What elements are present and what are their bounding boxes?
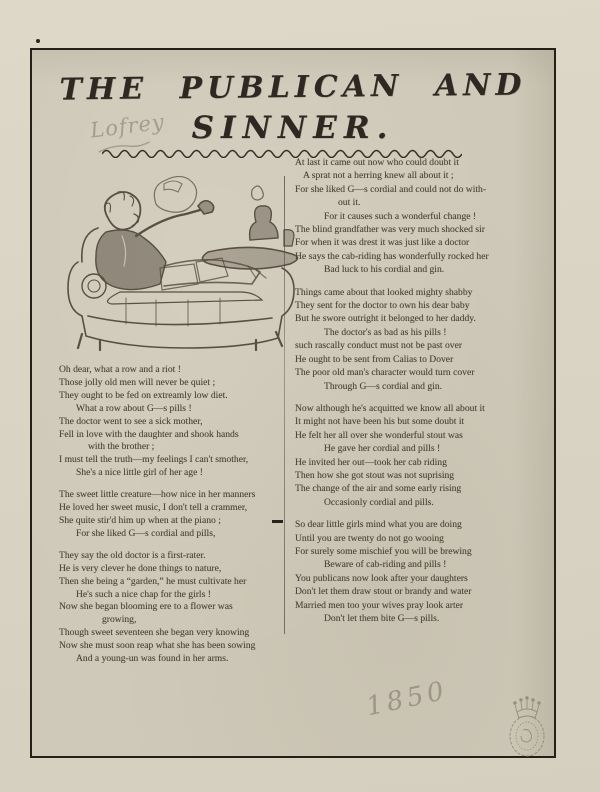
- poem-line: He ought to be sent from Calias to Dover: [295, 353, 454, 365]
- poem-line: The change of the air and some early rising: [295, 483, 462, 495]
- poem-line: Then how she got stout was not suprising: [295, 469, 455, 481]
- poem-line: You publicans now look after your daughters: [295, 572, 468, 584]
- poem-line: Bad luck to his cordial and gin.: [324, 264, 445, 276]
- poem-line: He felt her all over she wonderful stout was: [295, 429, 463, 441]
- poem-line: Through G—s cordial and gin.: [324, 380, 443, 392]
- poem-line: She's a nice little girl of her age !: [76, 467, 203, 479]
- poem-line: He is very clever he done things to nature,: [59, 562, 222, 574]
- poem-line: For she liked G—s cordial and pills,: [76, 527, 216, 539]
- poem-line: out it.: [338, 197, 361, 209]
- broadside-sheet: [30, 48, 556, 758]
- poem-line: He loved her sweet music, I don't tell a crammer,: [59, 502, 248, 514]
- poem-line: Fell in love with the daughter and shook hands: [59, 428, 239, 440]
- poem-line: with the brother ;: [88, 441, 155, 453]
- poem-line: Though sweet seventeen she began very knowing: [59, 627, 250, 639]
- poem-line: Don't let them draw stout or brandy and water: [295, 586, 472, 598]
- poem-line: I must tell the truth—my feelings I can't smother,: [59, 454, 249, 466]
- poem-line: The sweet little creature—how nice in her manners: [59, 489, 256, 501]
- poem-line: Now she began blooming ere to a flower was: [59, 601, 233, 613]
- poem-line: He invited her out—took her cab riding: [295, 456, 447, 468]
- poem-line: He's such a nice chap for the girls !: [76, 588, 211, 600]
- poem-line: Don't let them bite G—s pills.: [324, 613, 440, 624]
- poem-line: Beware of cab-riding and pills !: [324, 559, 447, 571]
- poem-line: Now she must soon reap what she has been sowing: [59, 640, 256, 652]
- left-poem-column: [59, 364, 293, 666]
- poem-line: Then she being a “garden,” he must cultivate her: [59, 575, 247, 587]
- poem-line: The doctor went to see a sick mother,: [59, 415, 203, 427]
- poem-line: Until you are twenty do not go wooing: [295, 532, 444, 544]
- poem-line: Those jolly old men will never be quiet ;: [59, 376, 216, 388]
- handwritten-year: 1850: [363, 675, 451, 723]
- poem-line: He says the cab-riding has wonderfully rocked her: [295, 250, 489, 262]
- poem-line: And a young-un was found in her arms.: [76, 653, 229, 665]
- poem-line: such rascally conduct must not be past over: [295, 340, 463, 352]
- poem-line: At last it came out now who could doubt it: [295, 157, 459, 168]
- poem-line: What a row about G—s pills !: [76, 402, 192, 414]
- poem-line: Things came about that looked mighty shabby: [295, 286, 473, 298]
- poem-line: They sent for the doctor to own his dear baby: [295, 300, 470, 312]
- poem-line: The blind grandfather was very much shocked sir: [295, 224, 485, 236]
- poem-line: The poor old man's character would turn cover: [295, 367, 475, 379]
- ink-speck: [36, 39, 40, 43]
- poem-line: She quite stir'd him up when at the piano ;: [59, 514, 221, 526]
- poem-line: A sprat not a herring knew all about it ;: [303, 170, 454, 182]
- poem-line: They ought to be fed on extreamly low diet.: [59, 389, 228, 401]
- poem-line: Occasionly cordial and pills.: [324, 496, 434, 508]
- pencil-inscription: Lofrey: [88, 109, 167, 143]
- poem-line: He gave her cordial and pills !: [324, 443, 441, 455]
- poem-line: So dear little girls mind what you are doing: [295, 519, 462, 531]
- page-title-line1: THE PUBLICAN AND: [59, 67, 527, 108]
- right-poem-column: [295, 156, 553, 625]
- poem-line: For it causes such a wonderful change !: [324, 210, 477, 222]
- poem-line: For she liked G—s cordial and could not do with-: [295, 183, 487, 195]
- poem-line: But he swore outright it belonged to her daddy.: [295, 313, 476, 325]
- poem-line: It might not have been his but some doubt it: [295, 416, 465, 428]
- woodcut-illustration-man-on-sofa: [60, 174, 300, 354]
- library-crown-stamp: [502, 692, 552, 758]
- poem-line: The doctor's as bad as his pills !: [324, 326, 447, 338]
- poem-line: Oh dear, what a row and a riot !: [59, 364, 181, 375]
- poem-line: Married men too your wives pray look arter: [295, 599, 464, 611]
- poem-line: They say the old doctor is a first-rater.: [59, 549, 206, 561]
- poem-line: Now although he's acquitted we know all about it: [295, 402, 485, 414]
- poem-line: growing,: [102, 614, 137, 626]
- poem-line: For when it was drest it was just like a doctor: [295, 237, 470, 249]
- poem-line: For surely some mischief you will be brewing: [295, 545, 472, 557]
- page-title-line2: SINNER.: [191, 110, 395, 146]
